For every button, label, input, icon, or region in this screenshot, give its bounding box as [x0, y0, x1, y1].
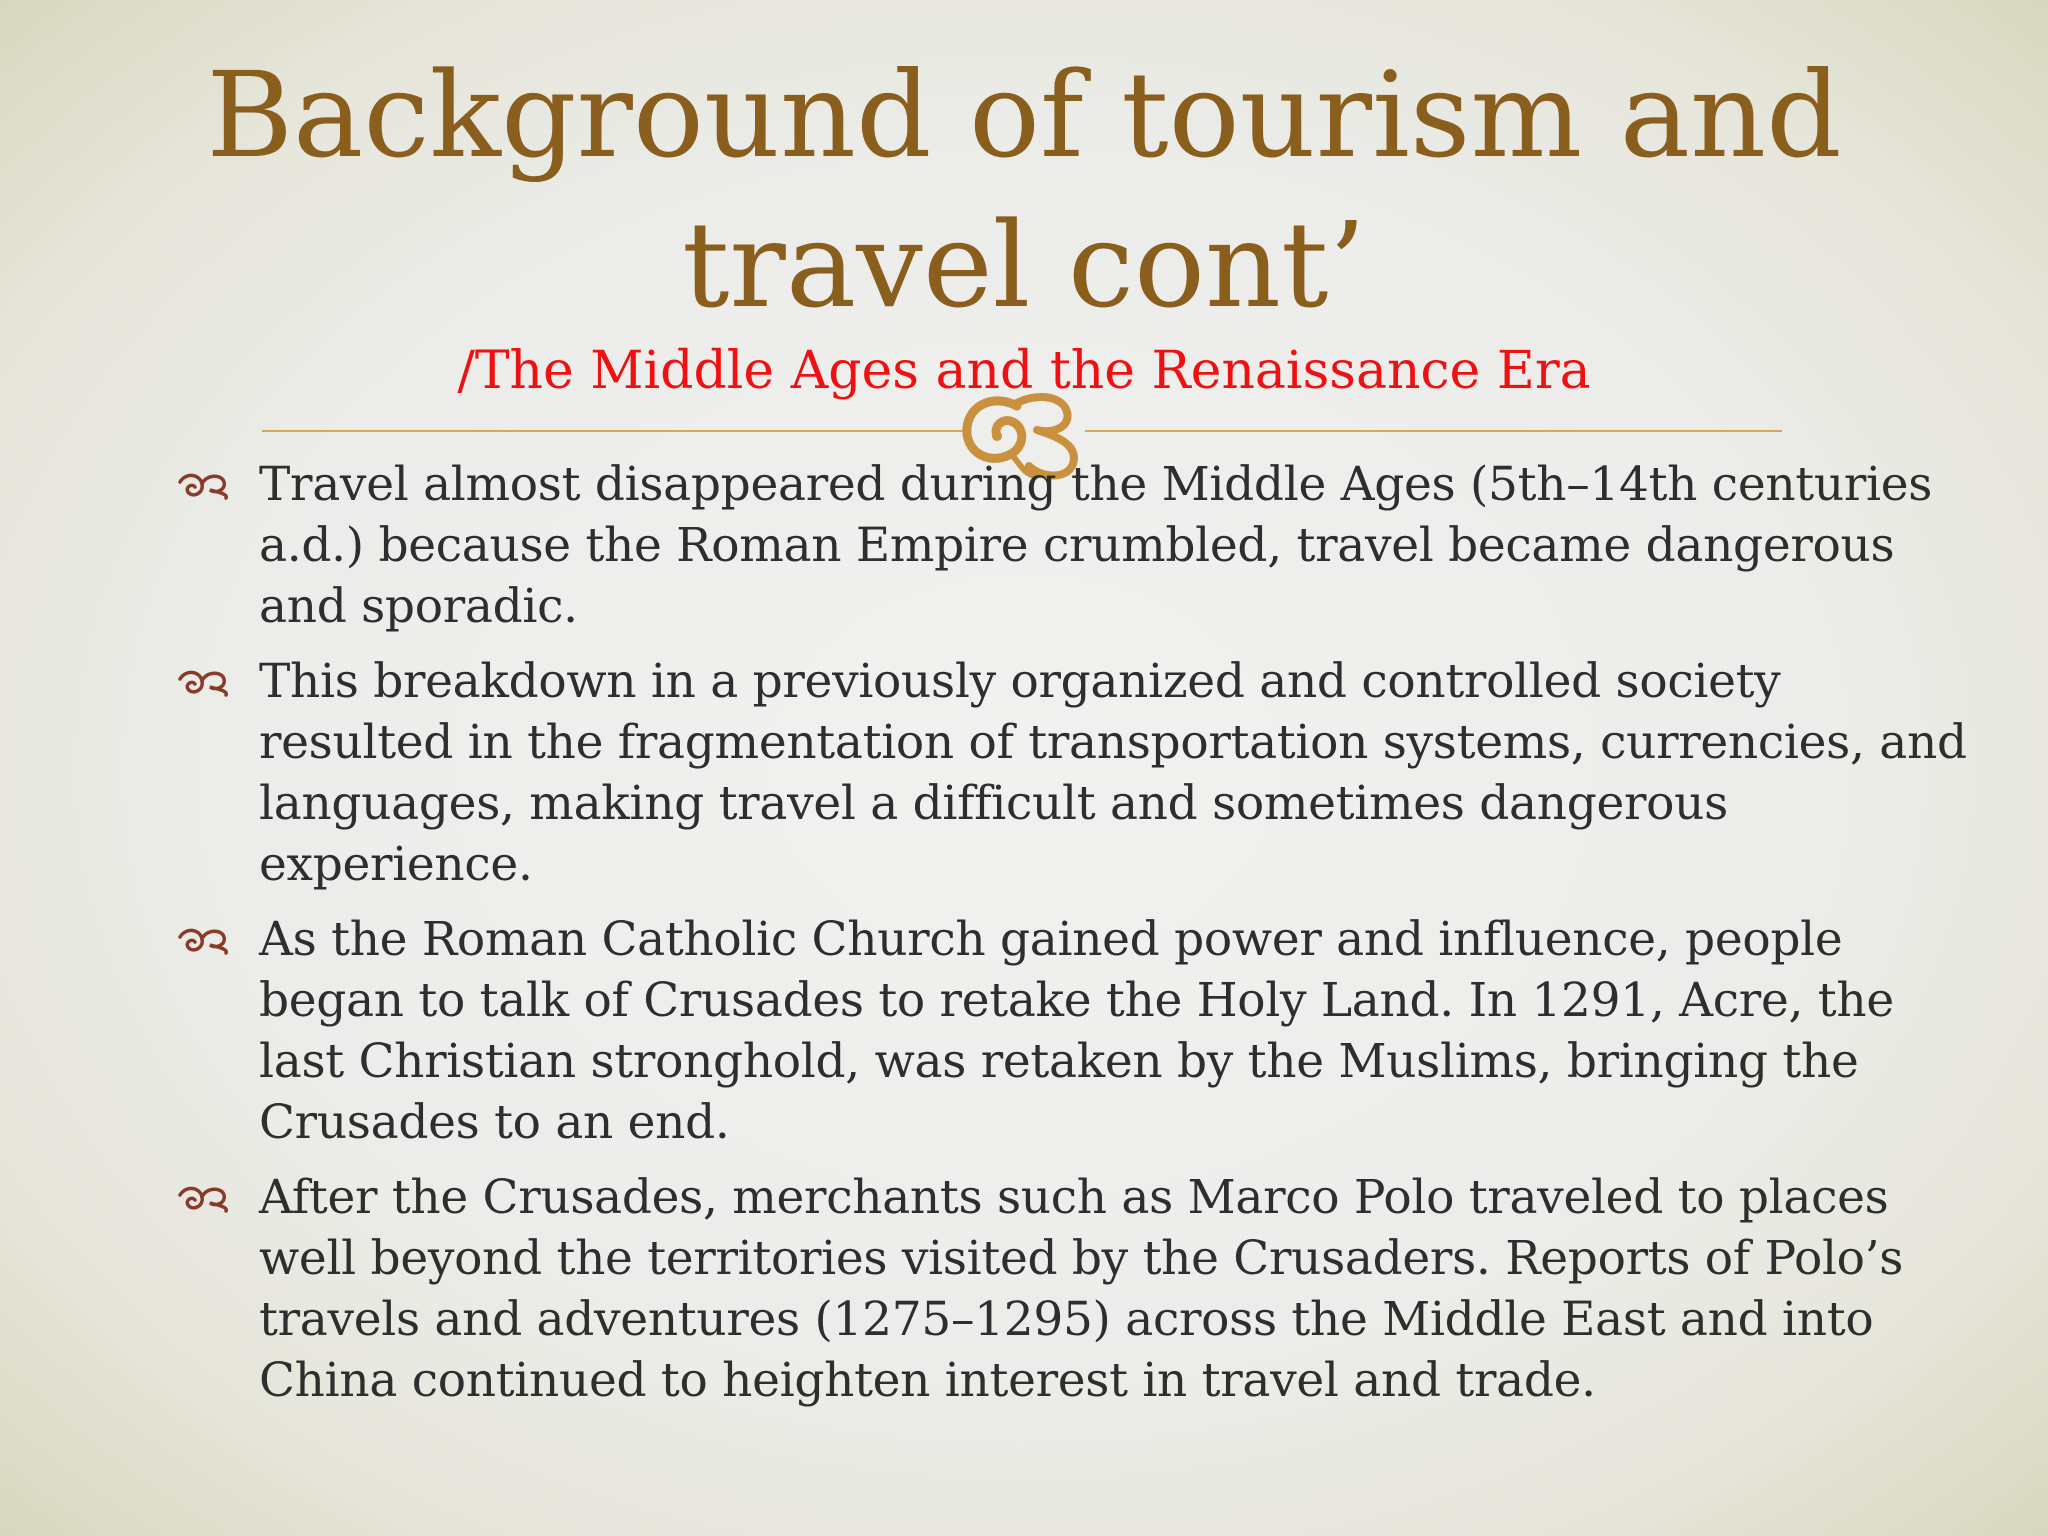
bullet-item — [0, 1167, 2048, 1411]
floral-bullet-icon — [176, 925, 232, 955]
bullet-list — [0, 454, 2048, 1425]
bullet-item — [0, 454, 2048, 637]
floral-bullet-icon — [176, 470, 232, 500]
bullet-text: This breakdown in a previously organized and controlled society resulted in the fragmentation of transportation systems, currencies, and languages, making travel a difficult and sometimes dangerous experience. — [259, 654, 1967, 892]
bullet-text: As the Roman Catholic Church gained power and influence, people began to talk of Crusades to retake the Holy Land. In 1291, Acre, the last Christian stronghold, was retaken by the Muslims, bringing the Crusades to an end. — [259, 912, 1894, 1150]
slide-subtitle: /The Middle Ages and the Renaissance Era — [457, 341, 1591, 401]
bullet-item — [0, 909, 2048, 1153]
divider-line-left — [262, 430, 967, 432]
bullet-text: Travel almost disappeared during the Middle Ages (5th–14th centuries a.d.) because the Roman Empire crumbled, travel became dangerous and sporadic. — [259, 457, 1933, 634]
floral-bullet-icon — [176, 1183, 232, 1213]
slide-title: Background of tourism and travel cont’ — [206, 46, 1842, 334]
divider-line-right — [1085, 430, 1782, 432]
bullet-text: After the Crusades, merchants such as Marco Polo traveled to places well beyond the territories visited by the Crusaders. Reports of Polo’s travels and adventures (1275–1295) across the Middle East and into China continued to heighten interest in travel and trade. — [259, 1170, 1904, 1408]
bullet-item — [0, 651, 2048, 895]
floral-bullet-icon — [176, 667, 232, 697]
